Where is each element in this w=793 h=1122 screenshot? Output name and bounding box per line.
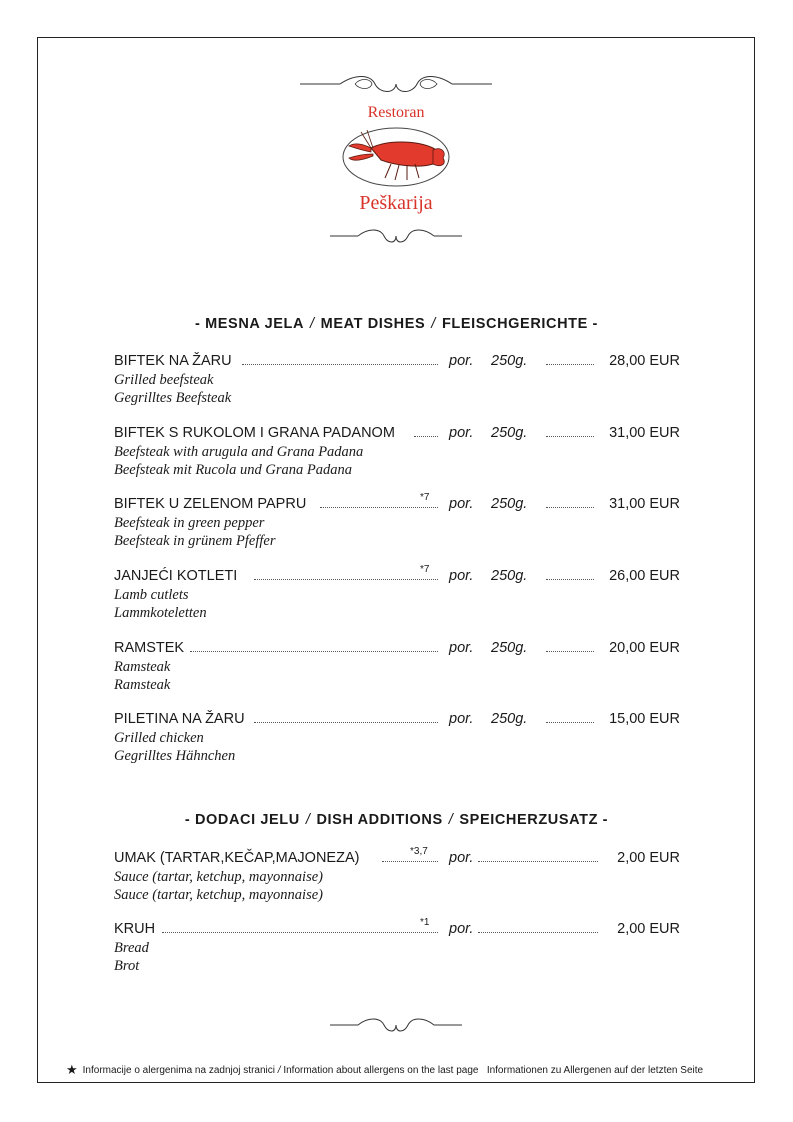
title-de: SPEICHERZUSATZ <box>459 812 599 828</box>
item-price: 2,00 EUR <box>617 850 680 866</box>
allergen-code: *1 <box>420 917 430 928</box>
item-weight: 250g. <box>491 496 528 512</box>
dot-leader <box>320 506 438 508</box>
dot-leader <box>546 650 594 652</box>
dot-leader <box>254 578 438 580</box>
allergen-code: *7 <box>420 564 430 575</box>
item-english: Sauce (tartar, ketchup, mayonnaise) <box>114 869 323 885</box>
allergen-code: *3,7 <box>410 846 428 857</box>
item-portion: por. <box>449 921 474 937</box>
section-title-additions: - DODACI JELU / DISH ADDITIONS / SPEICHERZUSATZ - <box>184 812 609 828</box>
section-title-meat: - MESNA JELA / MEAT DISHES / FLEISCHGERICHTE - <box>195 316 598 332</box>
dot-leader <box>254 721 438 723</box>
star-icon: ★ <box>66 1062 78 1077</box>
item-portion: por. <box>449 640 474 656</box>
restaurant-logo <box>333 100 459 220</box>
item-price: 26,00 EUR <box>609 568 680 584</box>
dot-leader <box>478 860 598 862</box>
item-portion: por. <box>449 568 474 584</box>
title-hr: MESNA JELA <box>205 316 305 332</box>
item-german: Gegrilltes Hähnchen <box>114 748 236 764</box>
item-english: Beefsteak in green pepper <box>114 515 265 531</box>
item-name: UMAK (TARTAR,KEČAP,MAJONEZA) <box>114 850 360 866</box>
dot-leader <box>546 363 594 365</box>
item-german: Ramsteak <box>114 677 171 693</box>
dot-leader <box>242 363 438 365</box>
item-price: 28,00 EUR <box>609 353 680 369</box>
item-german: Gegrilltes Beefsteak <box>114 390 232 406</box>
item-price: 15,00 EUR <box>609 711 680 727</box>
item-german: Sauce (tartar, ketchup, mayonnaise) <box>114 887 323 903</box>
dot-leader <box>546 506 594 508</box>
item-name: BIFTEK NA ŽARU <box>114 353 232 369</box>
item-english: Beefsteak with arugula and Grana Padana <box>114 444 364 460</box>
title-en: MEAT DISHES <box>320 316 426 332</box>
item-weight: 250g. <box>491 353 528 369</box>
top-ornament <box>300 74 492 94</box>
item-name: KRUH <box>114 921 156 937</box>
footnote-hr: Informacije o alergenima na zadnjoj stranici <box>82 1065 275 1076</box>
item-german: Brot <box>114 958 140 974</box>
item-english: Bread <box>114 940 149 956</box>
title-en: DISH ADDITIONS <box>316 812 443 828</box>
logo-ornament <box>330 226 462 246</box>
dot-leader <box>190 650 438 652</box>
dot-leader <box>414 435 438 437</box>
footnote-de: Informationen zu Allergenen auf der letzten Seite <box>486 1065 704 1076</box>
item-weight: 250g. <box>491 568 528 584</box>
item-price: 2,00 EUR <box>617 921 680 937</box>
item-price: 31,00 EUR <box>609 425 680 441</box>
item-weight: 250g. <box>491 711 528 727</box>
item-portion: por. <box>449 496 474 512</box>
item-portion: por. <box>449 850 474 866</box>
item-german: Beefsteak in grünem Pfeffer <box>114 533 276 549</box>
item-price: 20,00 EUR <box>609 640 680 656</box>
item-weight: 250g. <box>491 425 528 441</box>
title-de: FLEISCHGERICHTE <box>441 316 588 332</box>
item-name: JANJEĆI KOTLETI <box>114 568 238 584</box>
allergen-footnote <box>66 1061 703 1077</box>
item-english: Ramsteak <box>114 659 171 675</box>
dot-leader <box>478 931 598 933</box>
item-english: Grilled beefsteak <box>114 372 214 388</box>
item-weight: 250g. <box>491 640 528 656</box>
logo-top-text: Restoran <box>367 104 425 121</box>
title-hr: DODACI JELU <box>194 812 300 828</box>
item-portion: por. <box>449 711 474 727</box>
item-name: RAMSTEK <box>114 640 185 656</box>
logo-bottom-text: Peškarija <box>359 192 433 214</box>
footnote-en: Information about allergens on the last page <box>283 1065 479 1076</box>
lobster-icon <box>341 126 451 188</box>
dot-leader <box>546 578 594 580</box>
item-english: Grilled chicken <box>114 730 204 746</box>
bottom-ornament <box>330 1015 462 1035</box>
dot-leader <box>382 860 438 862</box>
item-german: Beefsteak mit Rucola und Grana Padana <box>114 462 352 478</box>
dot-leader <box>546 721 594 723</box>
footnote-separator: / <box>277 1065 281 1076</box>
item-name: PILETINA NA ŽARU <box>114 711 245 727</box>
item-portion: por. <box>449 353 474 369</box>
item-price: 31,00 EUR <box>609 496 680 512</box>
item-german: Lammkoteletten <box>114 605 207 621</box>
item-portion: por. <box>449 425 474 441</box>
item-name: BIFTEK S RUKOLOM I GRANA PADANOM <box>114 425 395 441</box>
dot-leader <box>546 435 594 437</box>
item-name: BIFTEK U ZELENOM PAPRU <box>114 496 307 512</box>
allergen-code: *7 <box>420 492 430 503</box>
dot-leader <box>162 931 438 933</box>
item-english: Lamb cutlets <box>114 587 189 603</box>
